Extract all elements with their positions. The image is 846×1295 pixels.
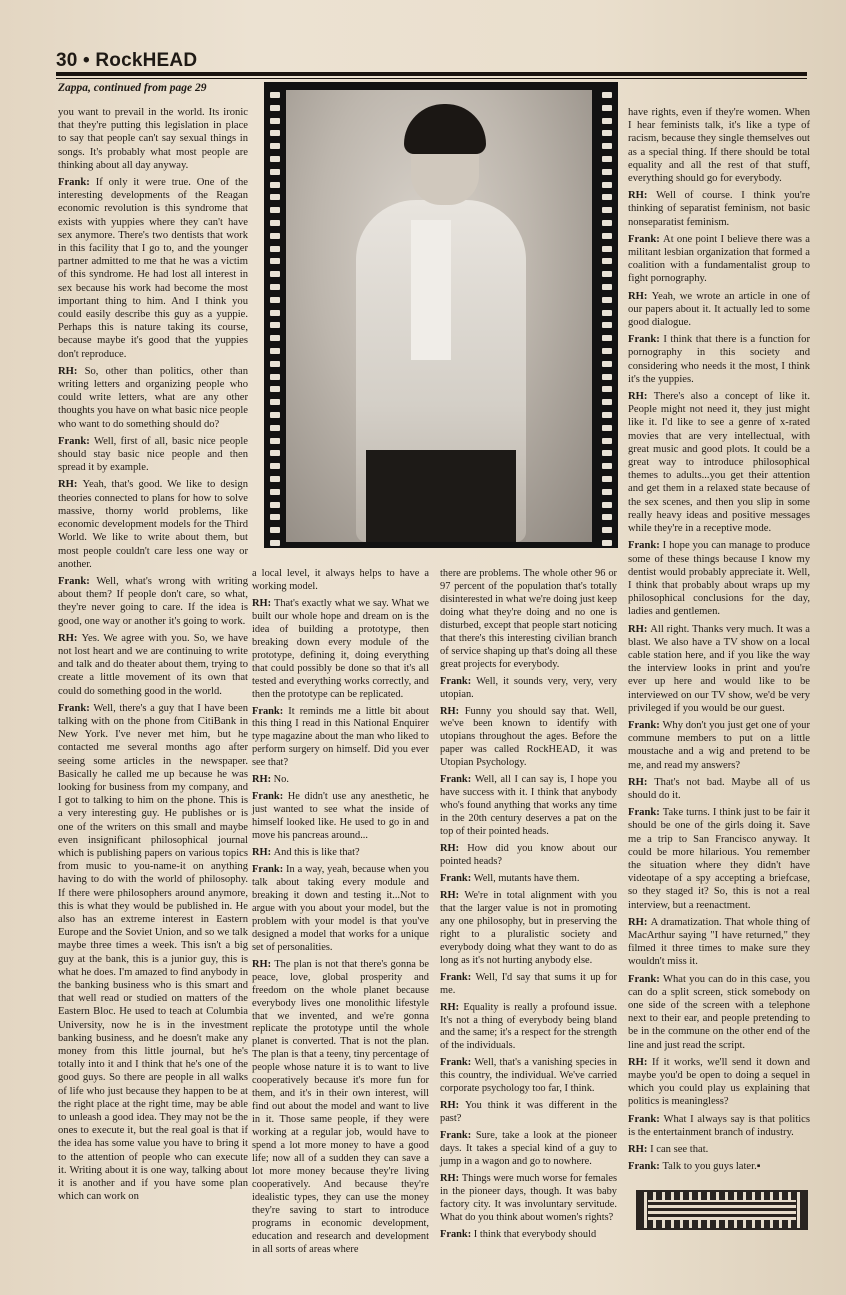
header-rule-thin — [56, 78, 807, 79]
paragraph — [628, 290, 810, 330]
paragraph-text: Well, it sounds very, very, very utopian. — [440, 675, 617, 700]
sprocket-hole — [270, 118, 280, 124]
sprocket-hole — [602, 169, 612, 175]
speaker-label: RH: — [440, 1001, 464, 1013]
sprocket-hole — [270, 194, 280, 200]
speaker-label: Frank: — [58, 575, 97, 587]
paragraph-text: If only it were true. One of the interesting developments of the Reagan economic revolution is this syndrome that exists with yuppies where they can't have sex anymore. There's two dentists that work in this facility that I go to, and the younger partner admitted to me that he was a victim of this syndrome. He had lost all interest in sex because his work had become the most important thing to him. And I think you could easily describe this guy as a yuppie. Perhaps this is nature taking its course, because maybe it's good that the yuppies don't reproduce. — [58, 177, 248, 360]
speaker-label: RH: — [628, 1056, 653, 1068]
paragraph-text: Well, what's wrong with writing about them? If people don't care, so what, they're never going to care. If the idea is good, one way or another it's going to work. — [58, 575, 248, 627]
header-rule — [56, 72, 807, 76]
sprocket-hole — [602, 310, 612, 316]
speaker-label: RH: — [440, 705, 465, 717]
sprocket-hole — [270, 322, 280, 328]
paragraph — [628, 333, 810, 386]
paragraph-text: Talk to you guys later.▪ — [662, 1161, 761, 1173]
sprocket-hole — [270, 284, 280, 290]
paragraph — [628, 233, 810, 286]
paragraph — [628, 106, 810, 185]
paragraph — [440, 890, 617, 968]
continued-line: Zappa, continued from page 29 — [58, 82, 207, 94]
paragraph-text: Yes. We agree with you. So, we have not lost heart and we are continuing to write and talk and do theater about them, trying to create a little movement of its own that could do something good in the world. — [58, 632, 248, 697]
magazine-name: RockHEAD — [95, 50, 198, 71]
speaker-label: Frank: — [252, 791, 288, 803]
speaker-label: Frank: — [440, 1057, 475, 1069]
sprocket-hole — [270, 297, 280, 303]
speaker-label: Frank: — [58, 702, 94, 714]
paragraph — [58, 106, 248, 172]
paragraph — [628, 539, 810, 618]
paragraph — [440, 706, 617, 771]
text-column-4 — [628, 106, 810, 1177]
sprocket-hole — [270, 514, 280, 520]
paragraph-text: In a way, yeah, because when you talk about taking every module and breaking it down and testing it...Not to argue with you about your model, but the problem with your model is that you've designed a model that works for a unique set of personalities. — [252, 864, 429, 953]
speaker-label: RH: — [440, 1172, 462, 1184]
sprocket-hole — [270, 489, 280, 495]
paragraph — [628, 390, 810, 535]
sprocket-hole — [270, 412, 280, 418]
sprocket-hole — [602, 463, 612, 469]
paragraph-text: Well, I'd say that sums it up for me. — [440, 971, 617, 996]
paragraph — [628, 719, 810, 772]
speaker-label: Frank: — [628, 540, 663, 552]
speaker-label: Frank: — [628, 1161, 663, 1173]
sprocket-hole — [602, 322, 612, 328]
paragraph-text: Well, there's a guy that I have been talking with on the phone from CitiBank in New York. I've never met him, but he contacted me several months ago after seeing some articles in the newspaper. Basically he called me up because he was looking for business from my company, and I got to talking to him on the phone. This is a very interesting guy. He publishes or is one of the writers on this small and maybe even insignificant philosophical journal which is publishing papers on various topics from music to you-name-it on anything having to do with the world of philosophy. If there were philosophers around anymore, this is what they would be published in. He also has an extreme interest in Eastern Europe and the Soviet Union, and so we talk maybe three times a week. This isn't a big guy at the bank, this is a junior guy, this is what he does. I'm amazed to find anybody in the banking business who is this smart and that well read or studied on matters of the Eastern Bloc. He used to teach at Columbia University, now he is in the investment banking business, and he doesn't make any money from this little journal, but he's totally into it and I think that he's one of the good guys. So there are people in all walks of life who just because they happen to be at the right place at the right time, may be able to unleash a good idea. They may not be the ones to execute it, but the real goal is that if the idea has some value you have to bring it to the attention of people who can execute it. Writing about it is one way, talking about it is another and if you have some plan which can work on — [58, 702, 248, 1203]
speaker-label: RH: — [252, 774, 274, 786]
paragraph — [440, 1130, 617, 1169]
sprocket-hole — [602, 207, 612, 213]
paragraph — [252, 959, 429, 1257]
sprocket-hole — [270, 399, 280, 405]
paragraph-text: Well of course. I think you're thinking of separatist feminism, not basic nonseparatist feminism. — [628, 190, 810, 228]
sprocket-hole — [270, 143, 280, 149]
speaker-label: RH: — [628, 391, 654, 403]
paragraph — [58, 478, 248, 570]
text-column-1 — [58, 106, 248, 1207]
paragraph-text: What I always say is that politics is the entertainment branch of industry. — [628, 1113, 810, 1138]
paragraph — [440, 843, 617, 869]
paragraph-text: Yeah, that's good. We like to design theories connected to plans for how to solve massive, thorny world problems, like economic development models for the Third World. We like to write about them, but most people couldn't care less one way or another. — [58, 479, 248, 570]
paragraph — [440, 1057, 617, 1096]
paragraph-text: All right. Thanks very much. It was a blast. We also have a TV show on a local cable station here, and if you like the way the interview looks in print and you're ever up here and would like to be interviewed on our TV show, we'd be very privileged if you would be our guest. — [628, 623, 810, 714]
photo-figure-hair — [404, 104, 486, 154]
sprocket-hole — [270, 310, 280, 316]
sprocket-hole — [270, 258, 280, 264]
paragraph — [252, 847, 429, 860]
speaker-label: Frank: — [58, 435, 94, 447]
speaker-label: Frank: — [440, 774, 475, 786]
sprocket-hole — [270, 233, 280, 239]
paragraph — [628, 189, 810, 229]
sprocket-hole — [602, 182, 612, 188]
paragraph-text: You think it was different in the past? — [440, 1100, 617, 1125]
paragraph — [628, 1143, 810, 1156]
paragraph — [628, 1160, 810, 1173]
speaker-label: RH: — [628, 776, 655, 788]
text-column-2 — [252, 568, 429, 1261]
end-ornament — [636, 1190, 808, 1230]
speaker-label: RH: — [252, 847, 274, 859]
sprocket-hole — [602, 412, 612, 418]
sprocket-hole — [602, 527, 612, 533]
sprocket-hole — [270, 105, 280, 111]
speaker-label: RH: — [58, 632, 82, 644]
photo-image — [286, 90, 592, 542]
sprocket-hole — [270, 220, 280, 226]
paragraph — [58, 702, 248, 1204]
sprocket-hole — [270, 527, 280, 533]
paragraph — [628, 776, 810, 802]
speaker-label: RH: — [440, 889, 465, 901]
sprocket-hole — [270, 450, 280, 456]
speaker-label: Frank: — [628, 233, 664, 245]
paragraph — [252, 598, 429, 702]
paragraph-text: No. — [273, 774, 289, 786]
sprocket-hole — [270, 386, 280, 392]
paragraph-text: Funny you should say that. Well, we've been known to identify with utopians throughout the ages. Before the paper was called RockHEAD, it was Utopian Psychology. — [440, 705, 617, 769]
sprocket-hole — [602, 335, 612, 341]
sprocket-hole — [602, 374, 612, 380]
sprocket-hole — [602, 271, 612, 277]
speaker-label: Frank: — [252, 705, 289, 717]
paragraph — [628, 623, 810, 715]
sprocket-hole — [602, 130, 612, 136]
paragraph-text: That's exactly what we say. What we built our whole hope and dream on is the idea of building a prototype, then breaking down every module of the prototype, defining it, doing everything that could possibly be done so that it's all tested and everything works correctly, and then the prototype can be replicated. — [252, 597, 429, 700]
sprocket-hole — [602, 143, 612, 149]
sprocket-hole — [602, 361, 612, 367]
sprocket-hole — [602, 450, 612, 456]
paragraph-text: I hope you can manage to produce some of these things because I know my dentist would probably appreciate it. Well, I think that probably about wraps up my philosophical conclusions for the day, ladies and gentlemen. — [628, 540, 810, 618]
speaker-label: RH: — [628, 1144, 651, 1156]
paragraph — [440, 1173, 617, 1225]
speaker-label: Frank: — [628, 807, 663, 819]
paragraph-text: there are problems. The whole other 96 or 97 percent of the population that's totally disinterested in what we're doing just keep doing what they're doing and no one is disturbed, except that people start noticing that there's this interesting civilian branch of service shaping up that's doing all these great projects for everybody. — [440, 568, 617, 670]
sprocket-hole — [270, 502, 280, 508]
sprocket-hole — [602, 118, 612, 124]
sprocket-hole — [270, 374, 280, 380]
paragraph — [440, 676, 617, 702]
sprocket-hole — [270, 425, 280, 431]
paragraph — [440, 1229, 617, 1242]
speaker-label: Frank: — [58, 177, 96, 189]
paragraph — [252, 774, 429, 787]
sprocket-hole — [270, 540, 280, 546]
speaker-label: Frank: — [440, 1228, 474, 1240]
sprocket-hole — [602, 258, 612, 264]
speaker-label: RH: — [440, 843, 468, 855]
sprocket-hole — [602, 476, 612, 482]
page-number: 30 — [56, 50, 78, 71]
ornament-pattern — [648, 1200, 796, 1220]
sprocket-hole — [270, 476, 280, 482]
paragraph — [440, 1002, 617, 1054]
paragraph-text: Well, all I can say is, I hope you have success with it. I think that anybody who's found anything that works any time in the 20th century deserves a pat on the top of their pointed heads. — [440, 774, 617, 838]
paragraph-text: Well, mutants have them. — [473, 872, 580, 884]
paragraph-text: Why don't you just get one of your commune members to put on a little moustache and a wig and pretend to be me, and read my answers? — [628, 719, 810, 771]
paragraph-text: a local level, it always helps to have a working model. — [252, 568, 429, 592]
paragraph-text: Equality is really a profound issue. It's not a thing of everybody being bland and the same; it's a respect for the strength of the individuals. — [440, 1001, 617, 1052]
sprocket-hole — [270, 348, 280, 354]
sprocket-hole — [270, 246, 280, 252]
sprocket-hole — [270, 335, 280, 341]
speaker-label: Frank: — [628, 973, 664, 985]
speaker-label: Frank: — [440, 675, 477, 687]
sprocket-hole — [602, 284, 612, 290]
paragraph-text: Well, first of all, basic nice people should stay basic nice people and then spread it by example. — [58, 435, 248, 474]
paragraph — [628, 1113, 810, 1139]
paragraph-text: Things were much worse for females in the pioneer days, though. It was baby factory city. It was involuntary servitude. What do you think about women's rights? — [440, 1172, 617, 1223]
speaker-label: RH: — [58, 479, 83, 491]
sprocket-hole — [270, 463, 280, 469]
paragraph-text: A dramatization. That whole thing of MacArthur saying "I have returned," they filmed it three times to make sure they wouldn't miss it. — [628, 916, 810, 968]
paragraph-text: That's not bad. Maybe all of us should do it. — [628, 776, 810, 801]
photo-figure-legs — [366, 450, 516, 542]
paragraph — [440, 873, 617, 886]
sprocket-hole — [602, 297, 612, 303]
paragraph-text: have rights, even if they're women. When I hear feminists talk, it's like a type of racism, because they single themselves out as a special thing. If there should be total equality and all the rest of that stuff, everything should go for everybody. — [628, 107, 810, 185]
paragraph-text: So, other than politics, other than writing letters and organizing people who could write letters, what are any other thoughts you have on what basic nice people who want to do something should do? — [58, 365, 248, 430]
sprocket-hole — [602, 502, 612, 508]
sprocket-hole — [602, 514, 612, 520]
speaker-label: Frank: — [252, 864, 287, 876]
paragraph-text: At one point I believe there was a militant lesbian organization that formed a coalition with a fundamentalist group to fight pornography. — [628, 233, 810, 285]
paragraph-text: you want to prevail in the world. Its ironic that they're putting this legislation in place to say that people can't say sexual things in songs. It's probably what most people are thinking about all day anyway. — [58, 107, 248, 171]
speaker-label: Frank: — [628, 719, 663, 731]
sprocket-hole — [602, 156, 612, 162]
sprocket-hole — [602, 92, 612, 98]
sprocket-hole — [270, 130, 280, 136]
paragraph-text: Sure, take a look at the pioneer days. It takes a special kind of a guy to jump in a wagon and go to nowhere. — [440, 1130, 617, 1168]
speaker-label: RH: — [58, 365, 85, 377]
paragraph-text: I can see that. — [650, 1144, 709, 1156]
paragraph-text: It reminds me a little bit about this thing I read in this National Enquirer type magazine about the man who liked to perform surgery on himself. Did you ever see that? — [252, 705, 429, 769]
paragraph — [58, 435, 248, 475]
paragraph — [252, 706, 429, 771]
paragraph-text: He didn't use any anesthetic, he just wanted to see what the inside of himself looked like. He used to go in and move his pancreas around... — [252, 791, 429, 842]
sprocket-hole — [602, 399, 612, 405]
paragraph — [58, 176, 248, 361]
sprocket-hole — [602, 194, 612, 200]
sprocket-hole — [270, 438, 280, 444]
paragraph — [440, 774, 617, 839]
sprocket-hole — [602, 233, 612, 239]
sprocket-hole — [270, 92, 280, 98]
paragraph — [440, 568, 617, 672]
paragraph-text: And this is like that? — [273, 847, 360, 859]
sprocket-hole — [602, 386, 612, 392]
sprocket-hole — [602, 540, 612, 546]
photo-figure-shirt — [411, 220, 451, 360]
paragraph-text: How did you know about our pointed heads? — [440, 843, 617, 868]
speaker-label: Frank: — [440, 1130, 476, 1142]
speaker-label: Frank: — [440, 971, 476, 983]
sprocket-hole — [602, 489, 612, 495]
paragraph-text: There's also a concept of like it. People might not need it, they just might like it. I'd like to see a genre of x-rated movies that are very intellectual, with great music and good plots. It could be a great way to introduce philosophical themes to adults...you get their attention and get them in a relaxed state because of the sex scenes, and then you slip in some really heavy ideas and positive messages while they're in a receptive mode. — [628, 391, 810, 535]
sprocket-hole — [602, 348, 612, 354]
speaker-label: Frank: — [628, 334, 664, 346]
paragraph-text: I think that there is a function for pornography in this society and considering who needs it the most, I think it's the yuppies. — [628, 334, 810, 385]
paragraph — [628, 1056, 810, 1109]
sprocket-hole — [270, 361, 280, 367]
sprocket-hole — [602, 105, 612, 111]
paragraph — [440, 1100, 617, 1126]
speaker-label: RH: — [252, 597, 274, 609]
speaker-label: RH: — [440, 1100, 465, 1112]
bullet: • — [83, 50, 90, 71]
paragraph — [628, 916, 810, 969]
speaker-label: RH: — [628, 623, 651, 635]
paragraph-text: What you can do in this case, you can do a split screen, stick somebody on one side of the screen with a telephone next to their ear, and people pretending to be in the commune on the other end of the line and just read the script. — [628, 973, 811, 1051]
paragraph-text: If it works, we'll send it down and maybe you'd be open to doing a sequel in which you could play us explaining that politics is meaningless? — [628, 1056, 810, 1108]
speaker-label: RH: — [628, 190, 657, 202]
page-header — [56, 50, 197, 72]
sprocket-hole — [270, 182, 280, 188]
speaker-label: Frank: — [440, 872, 474, 884]
paragraph — [440, 972, 617, 998]
speaker-label: RH: — [252, 958, 275, 970]
sprocket-hole — [270, 271, 280, 277]
speaker-label: RH: — [628, 916, 651, 928]
sprocket-hole — [270, 169, 280, 175]
speaker-label: Frank: — [628, 1113, 664, 1125]
paragraph-text: Take turns. I think just to be fair it should be one of the girls doing it. Save me a trip to San Francisco anyway. It could be more hilarious. You remember the situation where they didn't have videotape of a spy accepting a briefcase, so they staged it? So, this is not a real interview, but a reenactment. — [628, 807, 810, 911]
paragraph — [58, 575, 248, 628]
paragraph — [628, 973, 810, 1052]
paragraph-text: Well, that's a vanishing species in this country, the individual. We've carried corporate psychology too far, I think. — [440, 1057, 617, 1095]
text-column-3 — [440, 568, 617, 1246]
paragraph-text: I think that everybody should — [473, 1228, 597, 1240]
paragraph — [252, 791, 429, 843]
sprocket-hole — [602, 246, 612, 252]
paragraph — [628, 806, 810, 912]
sprocket-hole — [270, 156, 280, 162]
speaker-label: RH: — [628, 290, 652, 302]
paragraph-text: Yeah, we wrote an article in one of our papers about it. It actually led to some good dialogue. — [628, 290, 810, 329]
sprocket-hole — [602, 220, 612, 226]
sprocket-hole — [602, 425, 612, 431]
sprocket-hole — [270, 207, 280, 213]
paragraph — [252, 864, 429, 955]
paragraph-text: The plan is not that there's gonna be peace, love, global prosperity and freedom on the whole planet because everybody lives one monolithic lifestyle that we invented, and we're gonna replicate the prototype until the whole planet is converted. That is not the plan. The plan is that a teeny, tiny percentage of people whose nature it is to want to live cooperatively because it's more fun for them, and it's in their own interest, will find out about the model and want to live in it. Those same people, if they were working at a regular job, would have to spend a lot more money to have a good life; now all of a sudden they can save a lot more money because they're living cooperatively. And because they're idealistic types, they can use the money they're saving to start to introduce programs in economic development, education and research and development in all sorts of areas where — [252, 958, 429, 1255]
sprocket-hole — [602, 438, 612, 444]
paragraph — [58, 632, 248, 698]
paragraph — [252, 568, 429, 594]
paragraph — [58, 365, 248, 431]
paragraph-text: We're in total alignment with you that the larger value is not in promoting any one philosophy, but in preserving the right to a pluralistic society and everybody doing what they want to do as long as it's not hurting anybody else. — [440, 889, 617, 966]
portrait-photo — [264, 82, 618, 548]
